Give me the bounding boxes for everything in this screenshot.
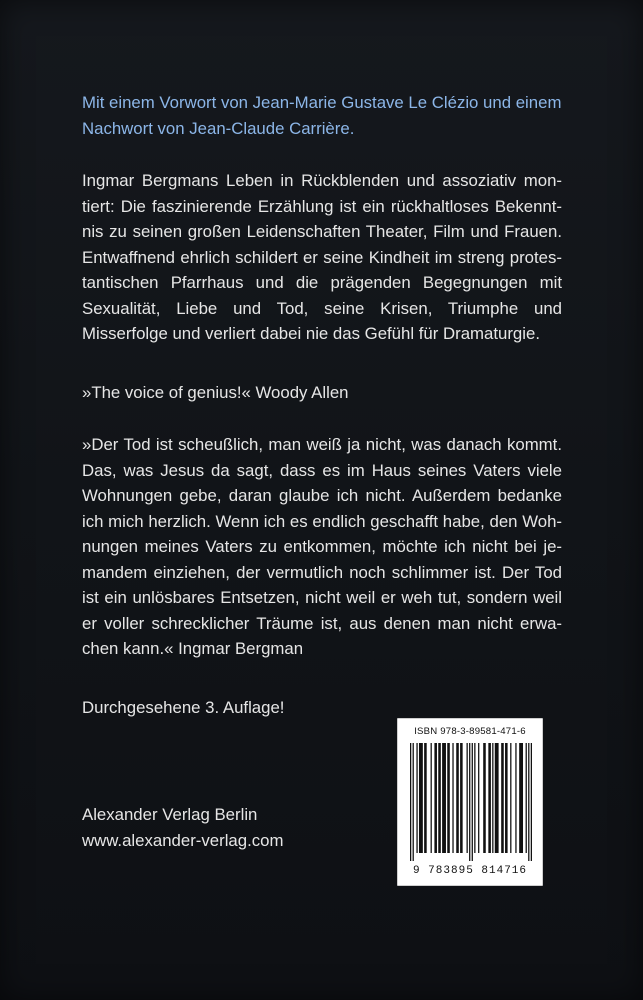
barcode-bar xyxy=(416,743,417,853)
barcode-bar xyxy=(419,743,423,853)
barcode-bar xyxy=(515,743,516,853)
barcode-bar xyxy=(478,743,479,853)
barcode-label xyxy=(397,718,543,886)
barcode-bar xyxy=(413,743,414,861)
publisher-info xyxy=(82,802,283,853)
barcode-digits: 9 783895 814716 xyxy=(412,865,528,877)
barcode-bar xyxy=(456,743,459,853)
publisher-name: Alexander Verlag Berlin xyxy=(82,805,258,824)
publisher-website: www.alexander-verlag.com xyxy=(82,830,284,850)
barcode-bar xyxy=(501,743,504,853)
barcode-bar xyxy=(519,743,523,853)
barcode-bars xyxy=(410,743,532,861)
barcode-bar xyxy=(467,743,468,853)
barcode-bar xyxy=(531,743,532,861)
barcode-bar xyxy=(526,743,527,853)
quote-ingmar-bergman: »Der Tod ist scheußlich, man weiß ja nicht, was danach kommt. Das, was Jesus da sagt, dass es im Haus seines Vaters viele Wohnungen gebe, daran glaube ich nicht. Außerdem bedanke ich mich herzlich. Wenn ich es endlich geschafft habe, den Wohnungen meines Vaters zu entkommen, möchte ich nicht bei jemandem einziehen, der vermutlich noch schlimmer ist. Der Tod ist ein unlösbares Entsetzen, nicht weil er weh tut, sondern weil er voller schrecklicher Träume ist, aus denen man nicht erwachen kann.« Ingmar Bergman xyxy=(82,435,562,658)
barcode-bar xyxy=(492,743,493,853)
barcode-bar xyxy=(410,743,411,861)
barcode-bar xyxy=(483,743,486,853)
intro-text: Mit einem Vorwort von Jean-Marie Gustave Le Clézio und einem Nachwort von Jean-Claude Carrière. xyxy=(82,93,562,138)
barcode-bar xyxy=(434,743,437,853)
barcode-bar xyxy=(447,743,450,853)
barcode-bar xyxy=(469,743,470,861)
barcode-bar xyxy=(510,743,511,853)
barcode-bar xyxy=(424,743,427,853)
barcode-bar xyxy=(472,743,473,861)
description-text: Ingmar Bergmans Leben in Rückblenden und assoziativ montiert: Die faszinierende Erzählung ist ein rückhaltloses Bekenntnis zu seinen großen Leidenschaften Theater, Film und Frauen. Entwaffnend ehrlich schildert er seine Kindheit im streng protestantischen Pfarrhaus und die prägenden Begegnungen mit Sexualität, Liebe und Tod, seine Krisen, Triumphe und Misserfolge und verliert dabei nie das Gefühl für Dramaturgie. xyxy=(82,171,562,343)
barcode-bar xyxy=(438,743,441,853)
barcode-bar xyxy=(488,743,491,853)
edition-note: Durchgesehene 3. Auflage! xyxy=(82,698,285,717)
barcode-bar xyxy=(460,743,463,853)
barcode-bar xyxy=(505,743,508,853)
barcode-bar xyxy=(452,743,453,853)
barcode-bar xyxy=(495,743,499,853)
isbn-label: ISBN 978-3-89581-471-6 xyxy=(414,726,526,737)
barcode-bar xyxy=(474,743,475,853)
barcode-bar xyxy=(431,743,432,853)
barcode-bar xyxy=(528,743,529,861)
quote-woody-allen: »The voice of genius!« Woody Allen xyxy=(82,383,349,402)
barcode-bar xyxy=(442,743,446,853)
